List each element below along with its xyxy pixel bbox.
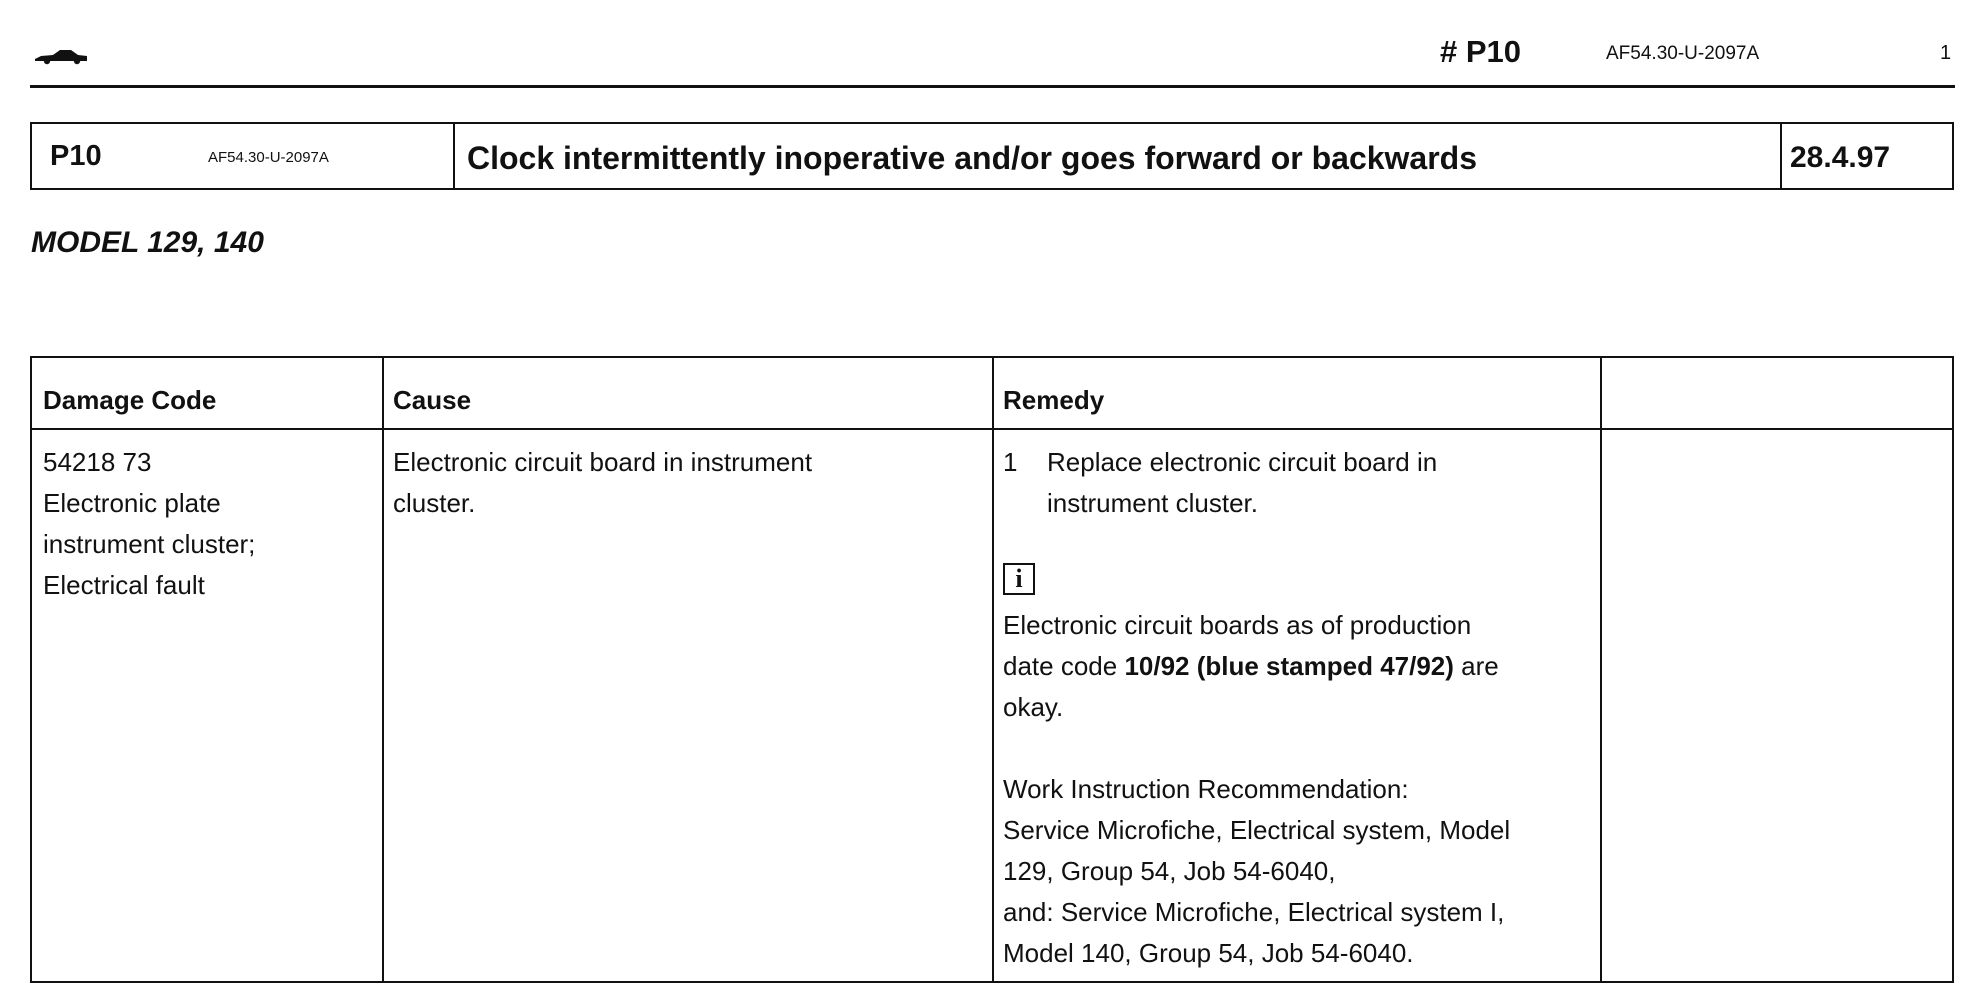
header-divider <box>30 85 1955 88</box>
remedy-step-line: instrument cluster. <box>1047 488 1258 518</box>
work-instruction-line: Service Microfiche, Electrical system, Model <box>1003 815 1511 845</box>
header-row-divider <box>32 428 1952 430</box>
column-header-cause: Cause <box>393 385 472 415</box>
info-note-text-segment: date code <box>1003 651 1125 681</box>
remedy-cell <box>1003 442 1583 972</box>
column-divider <box>382 358 384 981</box>
bulletin-title: Clock intermittently inoperative and/or goes forward or backwards <box>467 140 1478 176</box>
column-divider <box>992 358 994 981</box>
remedy-step-number: 1 <box>1003 447 1018 477</box>
title-bulletin-number: P10 <box>50 140 102 172</box>
info-note-line: okay. <box>1003 692 1064 722</box>
header-page-number: 1 <box>1940 42 1952 64</box>
info-note-text <box>1003 605 1499 728</box>
cause-line: cluster. <box>393 488 476 518</box>
column-divider <box>1600 358 1602 981</box>
damage-code-line: Electrical fault <box>43 570 205 600</box>
damage-code-line: instrument cluster; <box>43 529 256 559</box>
car-silhouette-icon <box>33 47 89 65</box>
title-box-date-cell <box>1782 124 1952 188</box>
header-bulletin-number: # P10 <box>1440 34 1522 69</box>
title-document-code: AF54.30-U-2097A <box>208 149 329 166</box>
work-instruction-line: Model 140, Group 54, Job 54-6040. <box>1003 938 1414 968</box>
column-header-remedy: Remedy <box>1003 385 1105 415</box>
bulletin-date: 28.4.97 <box>1790 141 1891 174</box>
work-instruction-line: and: Service Microfiche, Electrical system I, <box>1003 897 1505 927</box>
production-date-code: 10/92 (blue stamped 47/92) <box>1124 651 1454 681</box>
info-note-text-segment: are <box>1453 651 1499 681</box>
title-box-id-cell <box>32 124 455 188</box>
info-note-line <box>1003 646 1499 687</box>
damage-remedy-table <box>30 356 1954 983</box>
column-header-damage-code: Damage Code <box>43 385 217 415</box>
work-instruction-line: 129, Group 54, Job 54-6040, <box>1003 856 1336 886</box>
info-note-line: Electronic circuit boards as of production <box>1003 610 1472 640</box>
damage-code-line: Electronic plate <box>43 488 221 518</box>
work-instruction <box>1003 769 1510 974</box>
damage-code-cell <box>43 442 255 606</box>
cause-cell <box>393 442 812 524</box>
work-instruction-line: Work Instruction Recommendation: <box>1003 774 1409 804</box>
header-document-code: AF54.30-U-2097A <box>1606 43 1760 64</box>
remedy-step-line: Replace electronic circuit board in <box>1047 447 1438 477</box>
title-box <box>30 122 1954 190</box>
title-box-title-cell <box>455 124 1782 188</box>
info-i-icon: i <box>1003 563 1035 595</box>
model-heading: MODEL 129, 140 <box>31 226 264 259</box>
damage-code-line: 54218 73 <box>43 447 152 477</box>
cause-line: Electronic circuit board in instrument <box>393 447 813 477</box>
remedy-step-text <box>1047 442 1437 524</box>
